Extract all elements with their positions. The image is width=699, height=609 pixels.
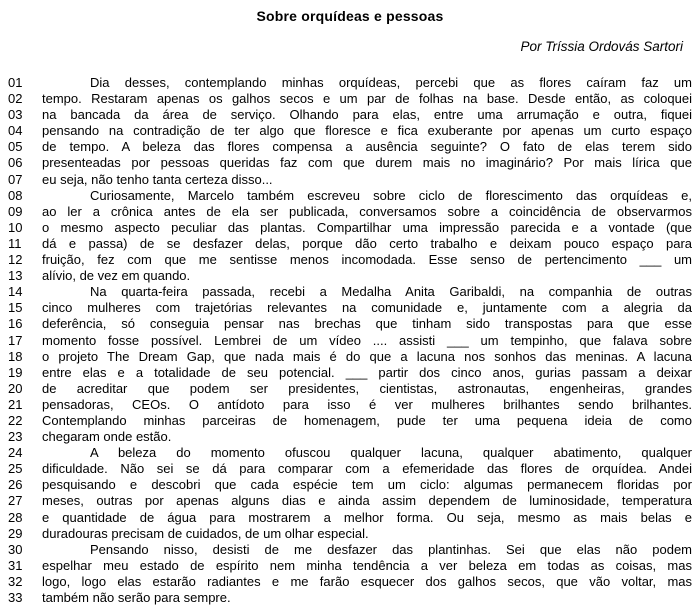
line-number: 22: [8, 412, 23, 428]
text-line: [8, 397, 692, 413]
text-line: [8, 429, 692, 445]
line-text: Curiosamente, Marcelo também escreveu sobre ciclo de florescimento das orquídeas e,: [90, 187, 692, 203]
text-line: [8, 526, 692, 542]
text-line: [8, 413, 692, 429]
line-text: pensadoras, CEOs. O antídoto para isso é ver mulheres brilhantes sendo brilhantes.: [42, 396, 692, 412]
text-line: [8, 220, 692, 236]
line-text: pensando na contradição de ter algo que floresce e fica exuberante por apenas um curto espaço: [42, 123, 692, 139]
line-number: 08: [8, 187, 23, 203]
text-line: [8, 510, 692, 526]
text-line: [8, 349, 692, 365]
line-number: 24: [8, 445, 23, 461]
line-text: momento fosse possível. Lembrei de um vídeo .... assisti ___ um tempinho, que falava sobre: [42, 332, 692, 348]
text-line: [8, 445, 692, 461]
text-line: [8, 204, 692, 220]
line-number: 03: [8, 107, 23, 123]
line-text: tempo. Restaram apenas os galhos secos e um par de folhas na base. Desde então, as coloquei: [42, 91, 692, 107]
line-text: deferência, só conseguia pensar nas brechas que tinham sido transpostas para que esse: [42, 316, 692, 332]
line-text: na bancada da área de serviço. Olhando para elas, entre uma arrumação e outra, fiquei: [42, 107, 692, 123]
line-number: 01: [8, 75, 23, 90]
line-text: meses, outras por apenas alguns dias e ainda assim dependem de luminosidade, temperatura: [42, 493, 692, 509]
line-text: espelhar meu estado de espírito nem minha tendência a ver beleza em todas as coisas, mas: [42, 557, 692, 573]
line-text: dá e passa) de se desfazer delas, porque dão certo trabalho e deixam pouco espaço para: [42, 235, 692, 251]
line-number: 25: [8, 461, 23, 477]
text-line: [8, 268, 692, 284]
line-number: 06: [8, 155, 23, 171]
text-line: [8, 155, 692, 171]
text-line: [8, 107, 692, 123]
line-number: 27: [8, 493, 23, 509]
line-number: 10: [8, 219, 23, 235]
line-number: 33: [8, 590, 23, 605]
line-text: pesquisando e descobri que cada espécie tem um ciclo: algumas permanecem floridas por: [42, 477, 692, 493]
text-line: [8, 91, 692, 107]
text-line: [8, 252, 692, 268]
line-number: 26: [8, 477, 23, 493]
line-text: o mesmo aspecto peculiar das plantas. Compartilhar uma impressão parecida e a vontade (que: [42, 219, 692, 235]
text-line: [8, 461, 692, 477]
line-text: Dia desses, contemplando minhas orquídeas, percebi que as flores caíram faz um: [90, 75, 692, 90]
text-line: [8, 574, 692, 590]
line-text: logo, logo elas estarão radiantes e me farão esquecer dos galhos secos, que vão voltar, mas: [42, 573, 692, 589]
line-text: o projeto The Dream Gap, que nada mais é do que a lacuna nos sonhos das meninas. A lacuna: [42, 348, 692, 364]
text-line: [8, 333, 692, 349]
line-text: Pensando nisso, desisti de me desfazer das plantinhas. Sei que elas não podem: [90, 541, 692, 557]
line-number: 30: [8, 541, 23, 557]
line-text: também não serão para sempre.: [42, 590, 231, 605]
text-line: [8, 477, 692, 493]
line-number: 11: [8, 235, 22, 251]
line-number: 13: [8, 268, 23, 284]
line-number: 32: [8, 573, 23, 589]
line-number: 05: [8, 139, 23, 155]
document-body: [8, 75, 692, 606]
line-text: A beleza do momento ofuscou qualquer lacuna, qualquer abatimento, qualquer: [90, 445, 692, 461]
line-text: fruição, fez com que me sentisse menos incomodada. Esse senso de pertencimento ___ um: [42, 252, 692, 268]
text-line: [8, 284, 692, 300]
line-text: Contemplando minhas parceiras de homenagem, pude ter uma pequena ideia de como: [42, 412, 692, 428]
line-number: 12: [8, 252, 23, 268]
line-number: 18: [8, 348, 23, 364]
text-line: [8, 590, 692, 606]
line-number: 31: [8, 557, 23, 573]
line-text: alívio, de vez em quando.: [42, 268, 191, 284]
line-text: duradouras precisam de cuidados, de um olhar especial.: [42, 525, 369, 541]
line-number: 09: [8, 203, 23, 219]
line-text: cinco mulheres com trajetórias relevantes na comunidade e, juntamente com a alegria da: [42, 300, 692, 316]
line-number: 02: [8, 91, 23, 107]
text-line: [8, 123, 692, 139]
document-title: Sobre orquídeas e pessoas: [256, 8, 444, 24]
text-line: [8, 493, 692, 509]
line-text: ao ler a crônica antes de ela ser publicada, conversamos sobre a coincidência de observarmos: [42, 203, 692, 219]
line-number: 04: [8, 123, 23, 139]
text-line: [8, 542, 692, 558]
line-number: 15: [8, 300, 23, 316]
text-line: [8, 188, 692, 204]
line-text: chegaram onde estão.: [42, 429, 172, 445]
line-number: 17: [8, 332, 23, 348]
line-number: 28: [8, 509, 23, 525]
line-text: Na quarta-feira passada, recebi a Medalha Anita Garibaldi, na companhia de outras: [90, 284, 692, 300]
line-number: 07: [8, 171, 23, 187]
line-text: entre elas e a totalidade de seu potencial. ___ partir dos cinco anos, gurias passam a deixar: [42, 364, 692, 380]
line-number: 16: [8, 316, 23, 332]
line-number: 29: [8, 525, 23, 541]
line-text: de tempo. A beleza das flores compensa a ausência seguinte? O fato de elas terem sido: [42, 139, 692, 155]
line-number: 19: [8, 364, 23, 380]
line-text: eu seja, não tenho tanta certeza disso...: [42, 171, 273, 187]
line-number: 23: [8, 429, 23, 445]
line-text: e quantidade de água para mostrarem a melhor forma. Ou seja, mesmo as mais belas e: [42, 509, 692, 525]
text-line: [8, 316, 692, 332]
line-text: presenteadas por pessoas queridas faz com que durem mais no imaginário? Por mais lírica que: [42, 155, 692, 171]
line-text: de acreditar que podem ser presidentes, cientistas, astronautas, engenheiras, grandes: [42, 380, 692, 396]
line-text: dificuldade. Não sei se dá para comparar com a efemeridade das flores de orquídea. Andei: [42, 461, 692, 477]
line-number: 21: [8, 396, 23, 412]
text-line: [8, 236, 692, 252]
text-line: [8, 172, 692, 188]
line-number: 14: [8, 284, 23, 300]
text-line: [8, 75, 692, 91]
text-line: [8, 381, 692, 397]
line-number: 20: [8, 380, 23, 396]
text-line: [8, 139, 692, 155]
byline: Por Tríssia Ordovás Sartori: [520, 39, 683, 54]
text-line: [8, 365, 692, 381]
text-line: [8, 300, 692, 316]
text-line: [8, 558, 692, 574]
